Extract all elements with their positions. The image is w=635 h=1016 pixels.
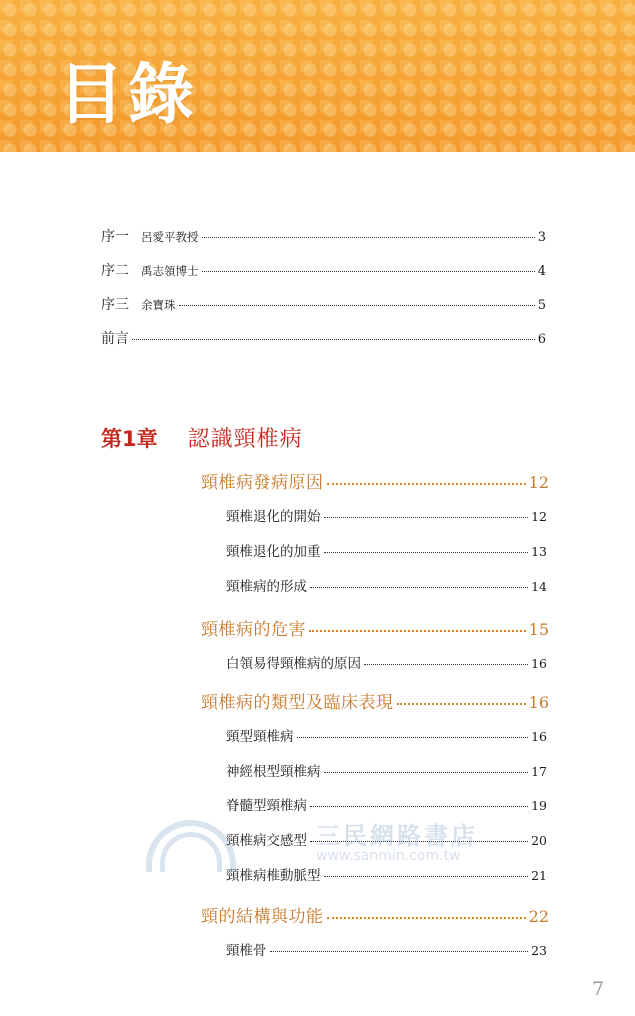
toc-entry-page: 5 — [537, 298, 546, 313]
dot-leader — [324, 552, 529, 553]
subentry-page: 16 — [531, 729, 547, 744]
subentry-title: 頸椎退化的加重 — [226, 544, 321, 560]
toc-entry-label: 序一 — [101, 229, 129, 245]
dot-leader — [179, 305, 535, 306]
subentry-title: 頸型頸椎病 — [226, 729, 294, 745]
toc-section-3[interactable] — [201, 688, 549, 713]
page-number: 7 — [592, 978, 605, 1000]
dot-leader — [327, 917, 526, 919]
chapter-title: 認識頸椎病 — [187, 427, 303, 452]
toc-subentry[interactable] — [226, 794, 547, 814]
watermark-url: www.sanmin.com.tw — [316, 848, 461, 864]
toc-entry-author: 余寶珠 — [141, 298, 176, 312]
toc-entry-page: 3 — [537, 230, 546, 245]
toc-entry-label: 序三 — [101, 297, 129, 313]
subentry-page: 16 — [531, 656, 547, 671]
section-title: 頸椎病的危害 — [201, 620, 306, 640]
section-page: 12 — [528, 473, 549, 492]
dot-leader — [202, 271, 535, 272]
section-title: 頸椎病發病原因 — [201, 473, 324, 493]
toc-entry-author: 禹志領博士 — [141, 264, 199, 278]
toc-entry-page: 4 — [537, 264, 546, 279]
toc-subentry[interactable] — [226, 829, 547, 849]
subentry-page: 12 — [531, 509, 547, 524]
toc-entry-author: 呂愛平教授 — [141, 230, 199, 244]
header-banner — [0, 0, 635, 152]
toc-subentry[interactable] — [226, 760, 547, 780]
watermark-name: 三民網路書店 — [316, 822, 478, 850]
toc-subentry[interactable] — [226, 540, 547, 560]
toc-entry-preface-3[interactable] — [101, 294, 546, 314]
dot-leader — [310, 841, 528, 842]
toc-subentry[interactable] — [226, 575, 547, 595]
dot-leader — [132, 339, 535, 340]
dot-leader — [327, 483, 526, 485]
toc-subentry[interactable] — [226, 725, 547, 745]
toc-entry-preface-1[interactable] — [101, 226, 546, 246]
subentry-title: 頸椎退化的開始 — [226, 509, 321, 525]
subentry-title: 頸椎病交感型 — [226, 833, 307, 849]
section-title: 頸的結構與功能 — [201, 907, 324, 927]
subentry-page: 14 — [531, 579, 547, 594]
toc-subentry[interactable] — [226, 505, 547, 525]
subentry-page: 23 — [531, 943, 547, 958]
toc-entry-page: 6 — [537, 332, 546, 347]
toc-subentry[interactable] — [226, 864, 547, 884]
toc-subentry[interactable] — [226, 939, 547, 959]
dot-leader — [364, 664, 528, 665]
dot-leader — [202, 237, 535, 238]
subentry-page: 19 — [531, 798, 547, 813]
toc-section-2[interactable] — [201, 615, 549, 640]
dot-leader — [309, 630, 526, 632]
subentry-title: 頸椎骨 — [226, 943, 267, 959]
dot-leader — [324, 517, 529, 518]
subentry-title: 頸椎病的形成 — [226, 579, 307, 595]
toc-entry-label: 序二 — [101, 263, 129, 279]
toc-entry-foreword[interactable] — [101, 328, 546, 348]
section-title: 頸椎病的類型及臨床表現 — [201, 693, 394, 713]
dot-leader — [397, 703, 526, 705]
page-title: 目錄 — [58, 56, 198, 133]
toc-entry-preface-2[interactable] — [101, 260, 546, 280]
dot-leader — [324, 772, 529, 773]
subentry-page: 13 — [531, 544, 547, 559]
section-page: 22 — [528, 907, 549, 926]
toc-section-1[interactable] — [201, 468, 549, 493]
dot-leader — [297, 737, 529, 738]
dot-leader — [270, 951, 529, 952]
watermark-arc-icon — [160, 832, 222, 872]
toc-section-4[interactable] — [201, 902, 549, 927]
watermark-arc-icon — [146, 820, 236, 872]
subentry-page: 20 — [531, 833, 547, 848]
subentry-page: 21 — [531, 868, 547, 883]
subentry-title: 白領易得頸椎病的原因 — [226, 656, 361, 672]
toc-subentry[interactable] — [226, 652, 547, 672]
dot-leader — [310, 806, 528, 807]
toc-entry-label: 前言 — [101, 331, 129, 347]
chapter-heading[interactable] — [101, 422, 303, 453]
subentry-title: 頸椎病椎動脈型 — [226, 868, 321, 884]
subentry-page: 17 — [531, 764, 547, 779]
section-page: 16 — [528, 693, 549, 712]
subentry-title: 神經根型頸椎病 — [226, 764, 321, 780]
dot-leader — [324, 876, 529, 877]
subentry-title: 脊髓型頸椎病 — [226, 798, 307, 814]
chapter-number: 第1章 — [101, 427, 158, 451]
dot-leader — [310, 587, 528, 588]
section-page: 15 — [528, 620, 549, 639]
